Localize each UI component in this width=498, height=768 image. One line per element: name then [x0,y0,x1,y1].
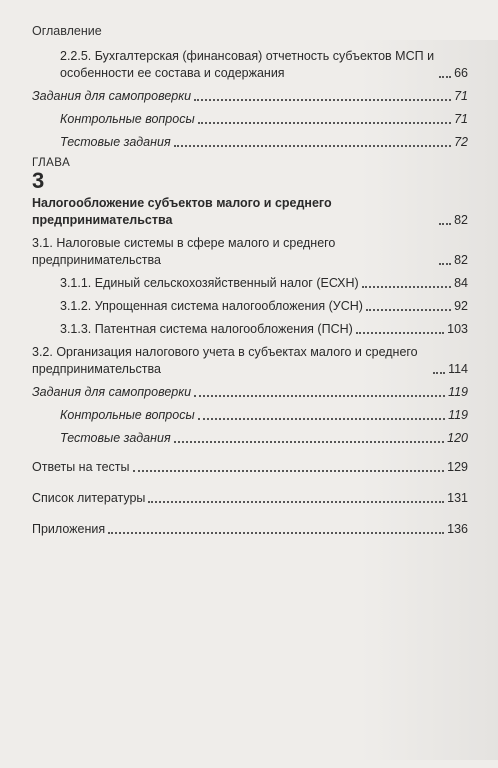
chapter-label: ГЛАВА [32,157,71,169]
toc-entry-3-1-1 [32,275,468,292]
dot-leader [174,145,451,147]
table-of-contents [32,48,468,544]
toc-entry-control-questions [32,111,468,128]
dot-leader [133,470,445,472]
dot-leader [362,286,451,288]
toc-entry-title: Задания для самопроверки [32,385,192,399]
toc-entry-3-2 [32,344,468,378]
toc-entry-page: 71 [454,112,468,126]
toc-entry-test-tasks [32,134,468,151]
dot-leader [356,332,444,334]
dot-leader [194,99,451,101]
toc-entry-test-answers [32,459,468,476]
toc-entry-title: Контрольные вопросы [60,112,195,126]
toc-entry-page: 119 [448,385,468,399]
dot-leader [148,501,444,503]
dot-leader [174,441,444,443]
dot-leader [198,122,451,124]
toc-entry-self-check [32,88,468,105]
toc-entry-title: Список литературы [32,491,146,505]
toc-entry-title: Тестовые задания [60,135,171,149]
toc-entry-test-tasks-3 [32,430,468,447]
toc-entry-title: 3.1.3. Патентная система налогообложения (ПСН) [60,322,353,336]
toc-entry-appendices [32,521,468,538]
toc-entry-page: 82 [454,253,468,267]
toc-entry-page: 103 [447,322,468,336]
toc-entry-chapter-title [32,195,468,229]
toc-entry-page: 129 [447,460,468,474]
toc-entry-3-1-2 [32,298,468,315]
dot-leader [366,309,451,311]
toc-entry-control-questions-3 [32,407,468,424]
toc-entry-title: 3.1.1. Единый сельскохозяйственный налог (ЕСХН) [60,276,359,290]
toc-entry-title: Тестовые задания [60,431,171,445]
toc-entry-self-check-3 [32,384,468,401]
toc-entry-page: 92 [454,299,468,313]
dot-leader [439,76,451,78]
toc-entry-page: 82 [454,213,468,227]
toc-entry-page: 71 [454,89,468,103]
toc-entry-title: 3.1. Налоговые системы в сфере малого и среднего предпринимательства [32,236,336,267]
toc-entry-3-1 [32,235,468,269]
toc-entry-2-2-5 [32,48,468,82]
chapter-number: 3 [32,168,45,193]
dot-leader [433,372,445,374]
toc-entry-title: Ответы на тесты [32,460,130,474]
toc-entry-title: Приложения [32,522,106,536]
dot-leader [439,263,451,265]
toc-entry-page: 72 [454,135,468,149]
toc-entry-title: 2.2.5. Бухгалтерская (финансовая) отчетность субъектов МСП и особенности ее состава и содержания [60,49,435,80]
toc-entry-page: 120 [447,431,468,445]
running-head: Оглавление [32,24,102,38]
toc-entry-3-1-3 [32,321,468,338]
dot-leader [194,395,445,397]
toc-entry-references [32,490,468,507]
toc-entry-title: 3.1.2. Упрощенная система налогообложения (УСН) [60,299,363,313]
toc-entry-title: Контрольные вопросы [60,408,195,422]
toc-entry-page: 131 [447,491,468,505]
toc-entry-page: 66 [454,66,468,80]
toc-entry-page: 84 [454,276,468,290]
toc-entry-page: 114 [448,362,468,376]
dot-leader [439,223,451,225]
toc-entry-page: 136 [447,522,468,536]
toc-entry-title: Налогообложение субъектов малого и среднего предпринимательства [32,196,332,227]
toc-entry-page: 119 [448,408,468,422]
toc-entry-title: Задания для самопроверки [32,89,192,103]
toc-entry-title: 3.2. Организация налогового учета в субъектах малого и среднего предпринимательства [32,345,418,376]
dot-leader [198,418,445,420]
dot-leader [108,532,444,534]
